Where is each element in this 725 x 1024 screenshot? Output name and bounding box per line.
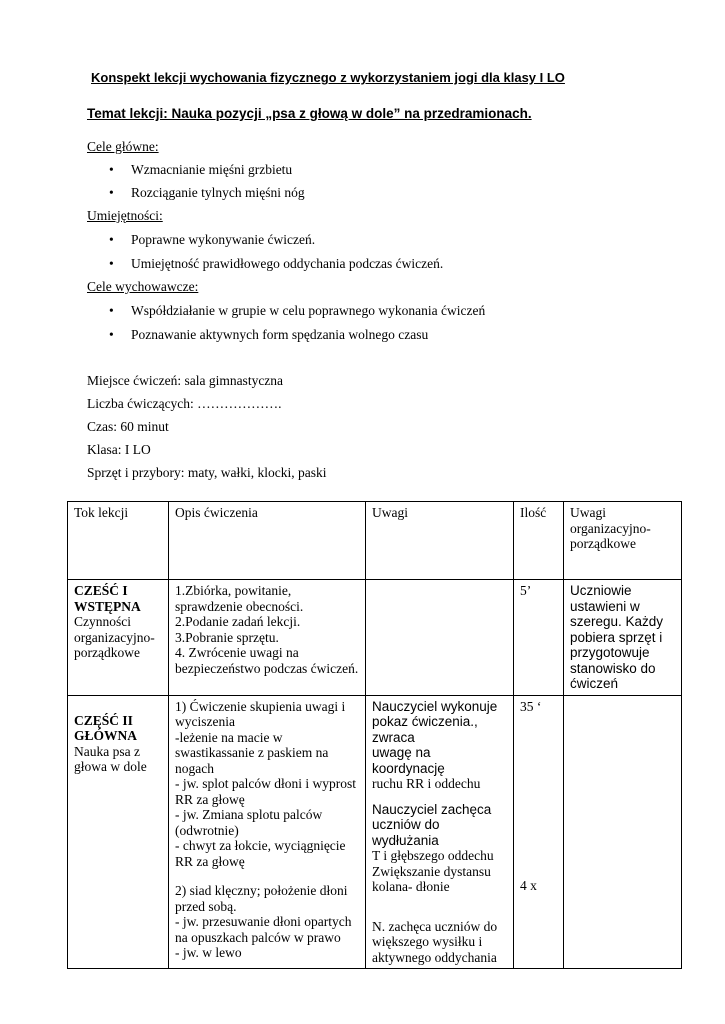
time-info: Czas: 60 minut xyxy=(87,419,169,434)
amount-value: 4 x xyxy=(520,878,537,893)
lesson-part-cell xyxy=(68,580,169,696)
educational-goal-item: Poznawanie aktywnych form spędzania wolnego czasu xyxy=(131,327,429,342)
class-info: Klasa: I LO xyxy=(87,442,151,457)
part-subtitle: Czynności organizacyjno- porządkowe xyxy=(74,614,155,660)
table-header-row xyxy=(68,502,682,580)
exercise-description: 2) siad klęczny; położenie dłoni przed sobą. - jw. przesuwanie dłoni opartych na opuszkach palców w prawo - jw. w lewo xyxy=(175,883,352,960)
header-cell: Opis ćwiczenia xyxy=(169,502,366,580)
participants-info: Liczba ćwiczących: ………………. xyxy=(87,396,282,411)
educational-goal-item: Współdziałanie w grupie w celu poprawnego wykonania ćwiczeń xyxy=(131,303,486,318)
remark-text: N. zachęca uczniów do większego wysiłku i aktywnego oddychania xyxy=(372,918,498,965)
bullet-icon: • xyxy=(109,327,114,342)
lesson-topic: Temat lekcji: Nauka pozycji „psa z głową w dole” na przedramionach. xyxy=(87,106,532,121)
organization-cell xyxy=(564,695,682,969)
header-cell: Tok lekcji xyxy=(68,502,169,580)
description-cell: 1.Zbiórka, powitanie, sprawdzenie obecności. 2.Podanie zadań lekcji. 3.Pobranie sprzętu. 4. Zwrócenie uwagi na bezpieczeństwo podczas ćwiczeń. xyxy=(169,580,366,696)
amount-cell: 5’ xyxy=(514,580,564,696)
lesson-part-cell xyxy=(68,695,169,969)
remarks-cell xyxy=(366,580,514,696)
bullet-icon: • xyxy=(109,232,114,247)
remarks-cell xyxy=(366,695,514,969)
skill-item: Umiejętność prawidłowego oddychania podczas ćwiczeń. xyxy=(131,256,444,271)
lesson-plan-table xyxy=(67,501,682,969)
part-title: CZEŚĆ I WSTĘPNA xyxy=(74,583,141,614)
document-title: Konspekt lekcji wychowania fizycznego z wykorzystaniem jogi dla klasy I LO xyxy=(91,70,565,85)
skills-heading: Umiejętności: xyxy=(87,208,163,223)
main-goal-item: Wzmacnianie mięśni grzbietu xyxy=(131,162,293,177)
remark-text: Nauczyciel zachęca uczniów do wydłużania xyxy=(372,801,492,848)
table-row xyxy=(68,695,682,969)
bullet-icon: • xyxy=(109,162,114,177)
header-cell: Uwagi xyxy=(366,502,514,580)
main-goal-item: Rozciąganie tylnych mięśni nóg xyxy=(131,185,305,200)
main-goals-heading: Cele główne: xyxy=(87,139,159,154)
amount-value: 35 ‘ xyxy=(520,698,542,714)
bullet-icon: • xyxy=(109,185,114,200)
header-cell: Ilość xyxy=(514,502,564,580)
educational-goals-heading: Cele wychowawcze: xyxy=(87,279,199,294)
bullet-icon: • xyxy=(109,256,114,271)
remark-text: Nauczyciel wykonuje pokaz ćwiczenia., zwraca uwagę na koordynację xyxy=(372,698,498,776)
skill-item: Poprawne wykonywanie ćwiczeń. xyxy=(131,232,316,247)
equipment-info: Sprzęt i przybory: maty, wałki, klocki, paski xyxy=(87,465,327,480)
description-cell xyxy=(169,695,366,969)
amount-cell xyxy=(514,695,564,969)
exercise-description: 1) Ćwiczenie skupienia uwagi i wyciszenia -leżenie na macie w swastikassanie z paskiem na nogach - jw. splot palców dłoni i wyprost RR za głowę - jw. Zmiana splotu palców (odwrotnie) - chwyt za łokcie, wyciągnięcie RR za głowę xyxy=(175,698,356,869)
part-subtitle: Nauka psa z głowa w dole xyxy=(74,743,147,774)
organization-cell: Uczniowie ustawieni w szeregu. Każdy pobiera sprzęt i przygotowuje stanowisko do ćwiczeń xyxy=(564,580,682,696)
bullet-icon: • xyxy=(109,303,114,318)
place-info: Miejsce ćwiczeń: sala gimnastyczna xyxy=(87,373,284,388)
remark-text: T i głębszego oddechu Zwiększanie dystansu kolana- dłonie xyxy=(372,848,494,894)
remark-text: ruchu RR i oddechu xyxy=(372,776,481,791)
part-title: CZĘŚĆ II GŁÓWNA xyxy=(74,712,138,743)
table-row xyxy=(68,580,682,696)
header-cell: Uwagi organizacyjno- porządkowe xyxy=(564,502,682,580)
